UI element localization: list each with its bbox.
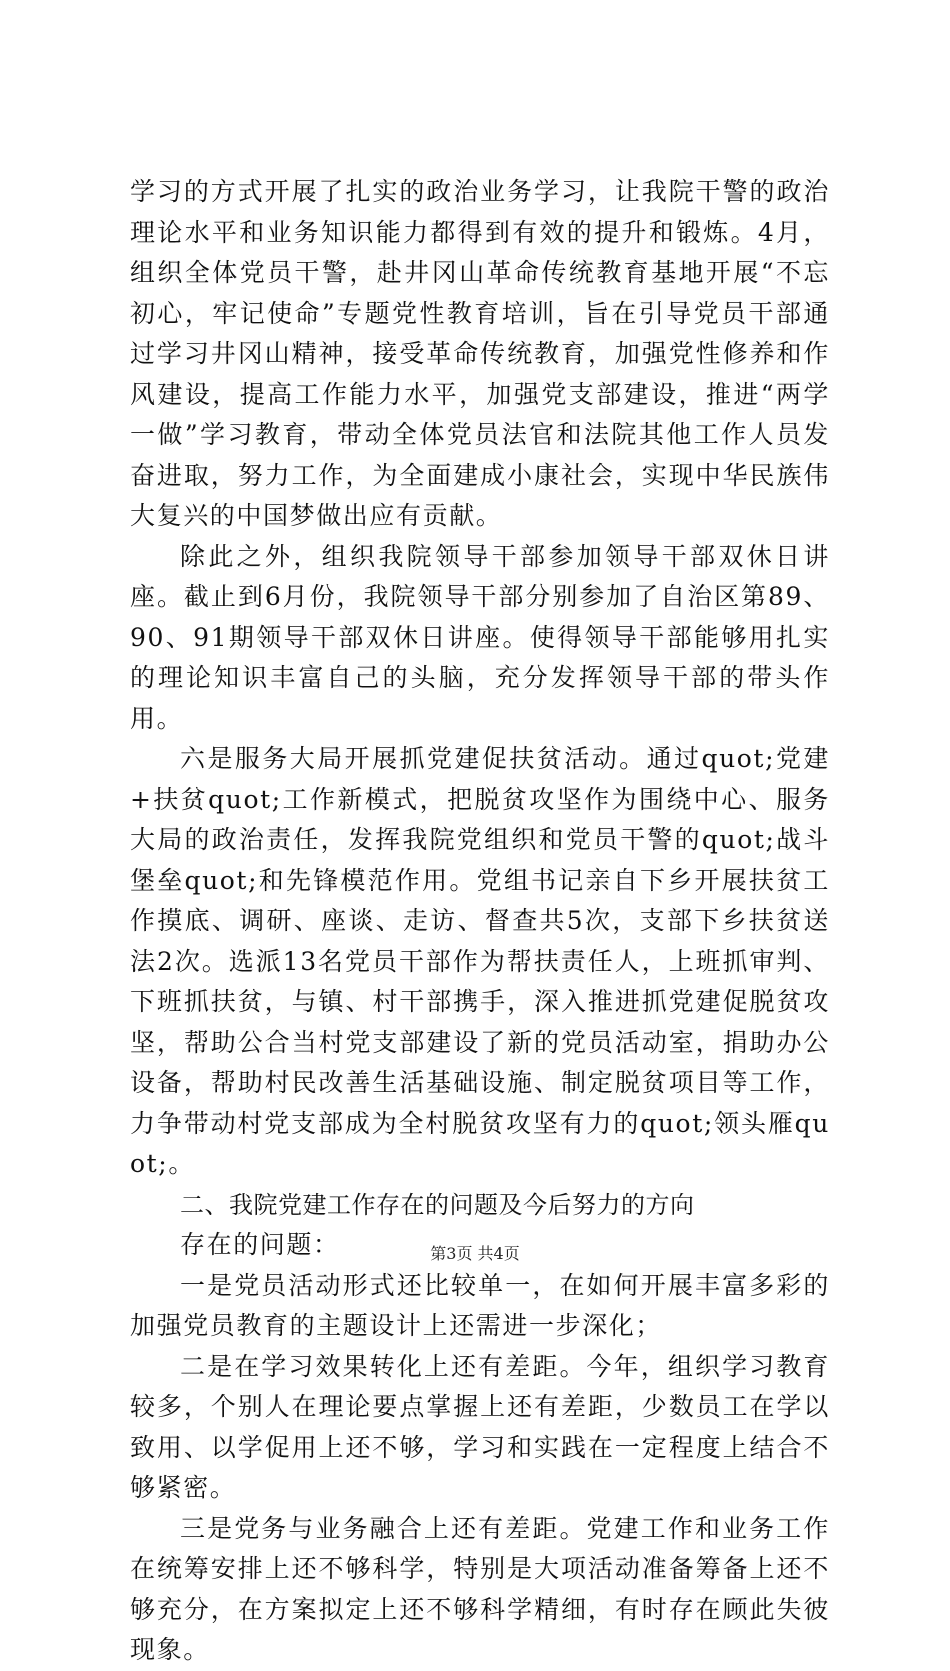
paragraph-leader-lectures: 除此之外，组织我院领导干部参加领导干部双休日讲座。截止到6月份，我院领导干部分别参加了自治区第89、90、91期领导干部双休日讲座。使得领导干部能够用扎实的理论知识丰富自己的头脑，充分发挥领导干部的带头作用。 xyxy=(130,541,830,733)
page-number-footer: 第3页 共4页 xyxy=(430,1244,520,1263)
paragraph-poverty-alleviation: 六是服务大局开展抓党建促扶贫活动。通过quot;党建+扶贫quot;工作新模式，把脱贫攻坚作为围绕中心、服务大局的政治责任，发挥我院党组织和党员干警的quot;战斗堡垒quot;和先锋模范作用。党组书记亲自下乡开展扶贫工作摸底、调研、座谈、走访、督查共5次，支部下乡扶贫送法2次。选派13名党员干部作为帮扶责任人，上班抓审判、下班抓扶贫，与镇、村干部携手，深入推进抓党建促脱贫攻坚，帮助公合当村党支部建设了新的党员活动室，捐助办公设备，帮助村民改善生活基础设施、制定脱贫项目等工作，力争带动村党支部成为全村脱贫攻坚有力的quot;领头雁quot;。 xyxy=(130,744,830,1178)
paragraph-study-continuation: 学习的方式开展了扎实的政治业务学习，让我院干警的政治理论水平和业务知识能力都得到有效的提升和锻炼。4月，组织全体党员干警，赴井冈山革命传统教育基地开展“不忘初心，牢记使命”专题党性教育培训，旨在引导党员干部通过学习井冈山精神，接受革命传统教育，加强党性修养和作风建设，提高工作能力水平，加强党支部建设，推进“两学一做”学习教育，带动全体党员法官和法院其他工作人员发奋进取，努力工作，为全面建成小康社会，实现中华民族伟大复兴的中国梦做出应有贡献。 xyxy=(130,177,830,530)
paragraph-issue-1: 一是党员活动形式还比较单一，在如何开展丰富多彩的加强党员教育的主题设计上还需进一步深化； xyxy=(130,1270,830,1340)
paragraph-issue-2: 二是在学习效果转化上还有差距。今年，组织学习教育较多，个别人在理论要点掌握上还有差距，少数员工在学以致用、以学促用上还不够，学习和实践在一定程度上结合不够紧密。 xyxy=(130,1351,830,1502)
section-heading-problems: 二、我院党建工作存在的问题及今后努力的方向 xyxy=(180,1190,695,1219)
paragraph-issues-intro: 存在的问题： xyxy=(180,1230,340,1259)
document-body xyxy=(130,172,830,1671)
paragraph-issue-3: 三是党务与业务融合上还有差距。党建工作和业务工作在统筹安排上还不够科学，特别是大项活动准备筹备上还不够充分，在方案拟定上还不够科学精细，有时存在顾此失彼现象。 xyxy=(130,1513,830,1664)
